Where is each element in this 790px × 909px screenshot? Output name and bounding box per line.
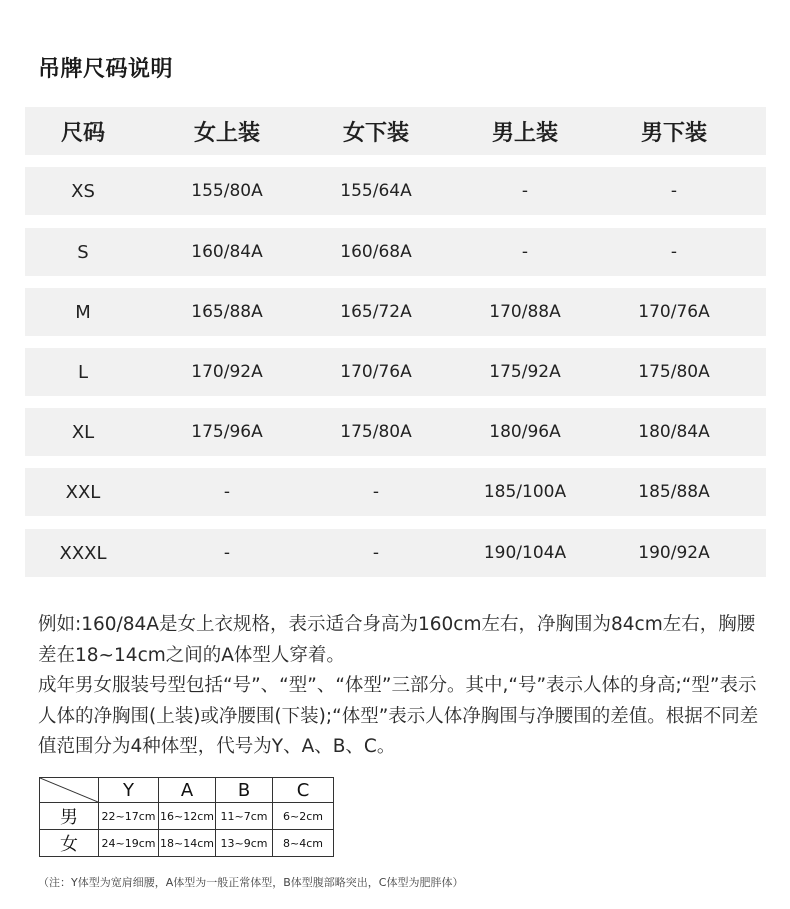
value-cell: - bbox=[223, 482, 231, 502]
page-title: 吊牌尺码说明 bbox=[38, 57, 174, 82]
table-row bbox=[25, 468, 766, 516]
value-cell: 160/84A bbox=[191, 242, 263, 262]
value-cell: 185/100A bbox=[483, 482, 567, 502]
value-cell: 175/92A bbox=[489, 362, 561, 382]
header-cell: 女上装 bbox=[193, 120, 260, 146]
header-cell: 尺码 bbox=[60, 120, 105, 146]
value-cell: 175/96A bbox=[191, 422, 263, 442]
table-row bbox=[25, 408, 766, 456]
range-cell: 18~14cm bbox=[159, 830, 216, 857]
body-type-table bbox=[39, 777, 334, 857]
table-row bbox=[40, 830, 334, 857]
value-cell: 165/88A bbox=[191, 302, 263, 322]
range-cell: 24~19cm bbox=[99, 830, 159, 857]
table-row bbox=[25, 529, 766, 577]
table-row bbox=[25, 167, 766, 215]
body-type-header: Y bbox=[99, 778, 159, 803]
header-cell: 女下装 bbox=[342, 120, 409, 146]
body-type-header: B bbox=[216, 778, 273, 803]
value-cell: 175/80A bbox=[340, 422, 412, 442]
table-row bbox=[40, 803, 334, 830]
size-cell: XXL bbox=[65, 481, 101, 503]
diagonal-line bbox=[40, 778, 98, 802]
header-cell: 男下装 bbox=[640, 120, 707, 146]
value-cell: 170/88A bbox=[489, 302, 561, 322]
gender-label: 男 bbox=[40, 803, 99, 830]
range-cell: 22~17cm bbox=[99, 803, 159, 830]
value-cell: - bbox=[670, 242, 678, 262]
range-cell: 8~4cm bbox=[273, 830, 334, 857]
value-cell: - bbox=[521, 181, 529, 201]
body-type-header: A bbox=[159, 778, 216, 803]
value-cell: 175/80A bbox=[638, 362, 710, 382]
size-cell: M bbox=[75, 301, 91, 323]
value-cell: 185/88A bbox=[638, 482, 710, 502]
body-type-paragraph: 成年男女服装号型包括“号”、“型”、“体型”三部分。其中,“号”表示人体的身高;“型”表示人体的净胸围(上装)或净腰围(下装);“体型”表示人体净胸围与净腰围的差值。根据不同差值范围分为4种体型，代号为Y、A、B、C。 bbox=[38, 675, 759, 757]
table-row bbox=[25, 288, 766, 336]
diagonal-header-cell bbox=[40, 778, 99, 803]
value-cell: 155/64A bbox=[340, 181, 412, 201]
size-explanation bbox=[38, 610, 766, 763]
value-cell: - bbox=[521, 242, 529, 262]
value-cell: 165/72A bbox=[340, 302, 412, 322]
value-cell: 170/76A bbox=[340, 362, 412, 382]
value-cell: 170/76A bbox=[638, 302, 710, 322]
body-type-header-row bbox=[40, 778, 334, 803]
value-cell: 190/104A bbox=[483, 543, 567, 563]
size-cell: XL bbox=[71, 421, 95, 443]
value-cell: - bbox=[223, 543, 231, 563]
range-cell: 16~12cm bbox=[159, 803, 216, 830]
value-cell: 155/80A bbox=[191, 181, 263, 201]
value-cell: 170/92A bbox=[191, 362, 263, 382]
size-table-header bbox=[25, 107, 766, 155]
value-cell: 180/96A bbox=[489, 422, 561, 442]
header-cell: 男上装 bbox=[491, 120, 558, 146]
table-row bbox=[25, 348, 766, 396]
size-cell: XXXL bbox=[59, 542, 107, 564]
range-cell: 6~2cm bbox=[273, 803, 334, 830]
size-cell: S bbox=[77, 241, 89, 263]
range-cell: 11~7cm bbox=[216, 803, 273, 830]
value-cell: 190/92A bbox=[638, 543, 710, 563]
range-cell: 13~9cm bbox=[216, 830, 273, 857]
value-cell: 160/68A bbox=[340, 242, 412, 262]
value-cell: - bbox=[372, 482, 380, 502]
table-row bbox=[25, 228, 766, 276]
size-cell: L bbox=[77, 361, 89, 383]
body-type-header: C bbox=[273, 778, 334, 803]
example-paragraph: 例如:160/84A是女上衣规格，表示适合身高为160cm左右，净胸围为84cm左右，胸腰差在18~14cm之间的A体型人穿着。 bbox=[38, 614, 756, 666]
footnote: （注：Y体型为宽肩细腰，A体型为一般正常体型，B体型腹部略突出，C体型为肥胖体） bbox=[38, 876, 464, 889]
gender-label: 女 bbox=[40, 830, 99, 857]
value-cell: - bbox=[372, 543, 380, 563]
value-cell: 180/84A bbox=[638, 422, 710, 442]
value-cell: - bbox=[670, 181, 678, 201]
size-cell: XS bbox=[71, 180, 95, 202]
